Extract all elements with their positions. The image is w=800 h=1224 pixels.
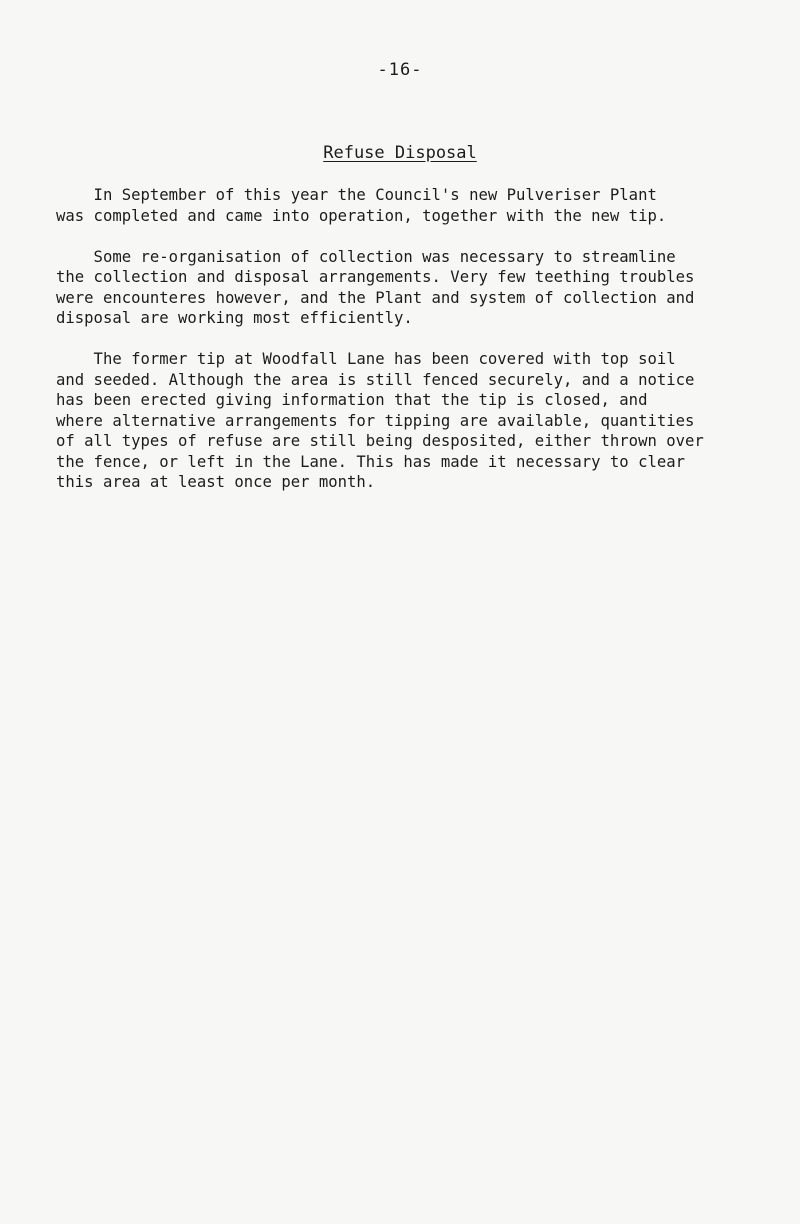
text-line: and seeded. Although the area is still fenced securely, and a notice <box>56 370 695 389</box>
text-line: In September of this year the Council's new Pulveriser Plant <box>56 186 657 204</box>
section-heading-text: Refuse Disposal <box>323 143 477 163</box>
text-line: where alternative arrangements for tipping are available, quantities <box>56 411 695 430</box>
text-line: The former tip at Woodfall Lane has been covered with top soil <box>56 350 676 368</box>
text-line: of all types of refuse are still being desposited, either thrown over <box>56 432 704 450</box>
text-line: was completed and came into operation, together with the new tip. <box>56 206 667 225</box>
paragraph-3 <box>56 349 776 493</box>
section-heading <box>0 143 800 163</box>
body-text <box>56 185 776 513</box>
text-line: disposal are working most efficiently. <box>56 309 413 327</box>
page-number: -16- <box>377 60 423 80</box>
text-line: this area at least once per month. <box>56 473 376 491</box>
paragraph-1 <box>56 185 776 226</box>
text-line: has been erected giving information that the tip is closed, and <box>56 391 648 409</box>
paragraph-2 <box>56 247 776 329</box>
text-line: were encounteres however, and the Plant and system of collection and <box>56 288 695 307</box>
text-line: Some re-organisation of collection was necessary to streamline <box>56 247 676 266</box>
text-line: the fence, or left in the Lane. This has made it necessary to clear <box>56 452 686 471</box>
text-line: the collection and disposal arrangements. Very few teething troubles <box>56 268 695 286</box>
